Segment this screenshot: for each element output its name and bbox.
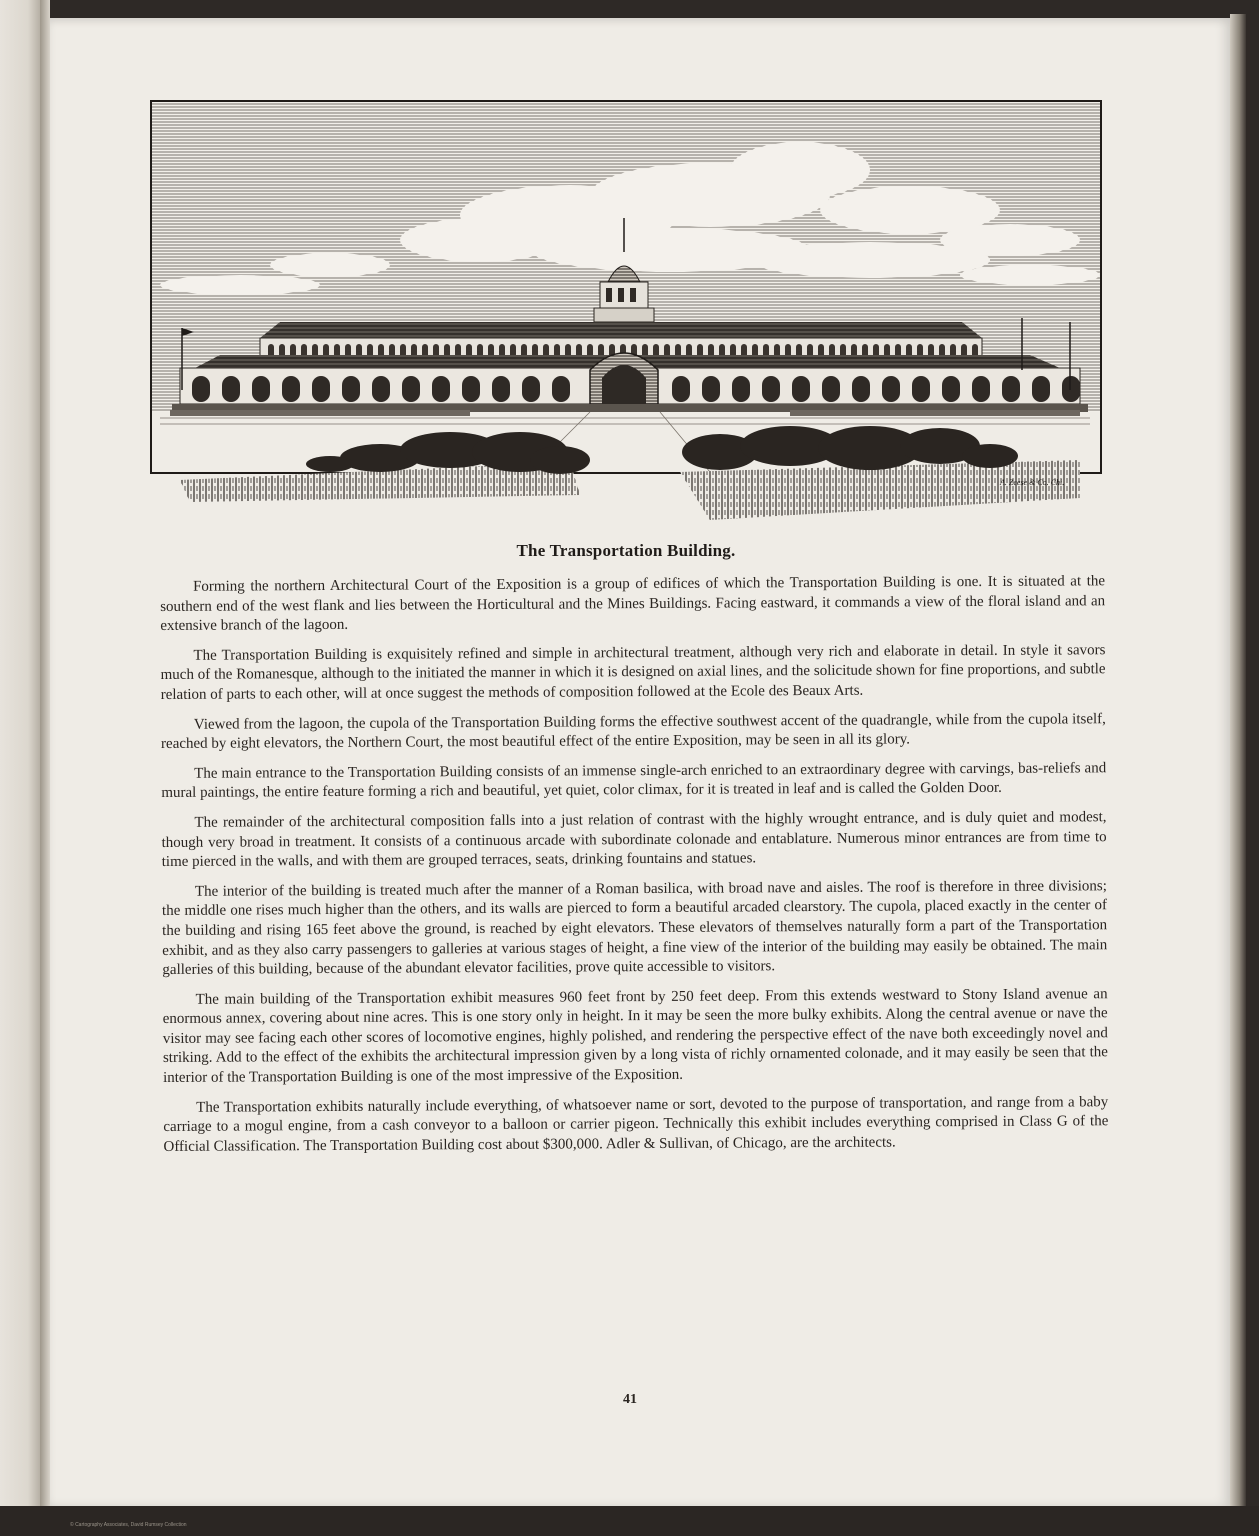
arcade-arch: [1002, 376, 1020, 402]
arcade-arch: [732, 376, 750, 402]
arcade-arch: [942, 376, 960, 402]
arcade-arch: [522, 376, 540, 402]
book-gutter: [40, 0, 50, 1510]
arcade-arch: [882, 376, 900, 402]
paragraph-2: The Transportation Building is exquisitely refined and simple in architectural treatment, although very rich and elaborate in detail. In style it savors much of the Romanesque, although to the initiated the manner in which it is designed on axial lines, and the solicitude shown for fine proportions, and subtle relation of parts to each other, will at once suggest the methods of composition followed at the Ecole des Beaux Arts.: [160, 642, 1106, 703]
page-number: 41: [623, 1392, 637, 1407]
paragraph-1: Forming the northern Architectural Court of the Exposition is a group of edifices of which the Transportation Building is one. It is situated at the southern end of the west flank and lies between the Horticultural and the Mines Buildings. Facing eastward, it commands a view of the floral island and an extensive branch of the lagoon.: [160, 573, 1106, 635]
arcade-arch: [372, 376, 390, 402]
section-title: The Transportation Building.: [516, 541, 736, 560]
arcade-arch: [672, 376, 690, 402]
arcade-arch: [222, 376, 240, 402]
collection-credit: © Cartography Associates, David Rumsey Collection: [70, 1522, 187, 1528]
article-body: [160, 572, 1109, 1167]
arcade-arch: [1062, 376, 1080, 402]
paragraph-8: The Transportation exhibits naturally include everything, of whatsoever name or sort, devoted to the purpose of transportation, and range from a baby carriage to a mogul engine, from a cash conveyor to a balloon or carrier pigeon. Technically this exhibit includes everything comprised in Class G of the Official Classification. The Transportation Building cost about $300,000. Adler & Sullivan, of Chicago, are the architects.: [163, 1093, 1109, 1155]
paragraph-4: The main entrance to the Transportation Building consists of an immense single-arch enriched to an extraordinary degree with carvings, bas-reliefs and mural paintings, the entire feature forming a rich and beautiful, yet quiet, color climax, for it is treated in leaf and is called the Golden Door.: [161, 759, 1107, 802]
arcade-arch: [852, 376, 870, 402]
page-stack-edge: [1230, 14, 1246, 1508]
arcade-arch: [762, 376, 780, 402]
arcade-arch: [552, 376, 570, 402]
arcade-arch: [312, 376, 330, 402]
engraver-signature: A. Zeese & Co. Chi.: [1000, 478, 1065, 487]
arcade-arch: [792, 376, 810, 402]
facing-page-edge: [0, 0, 42, 1510]
arcade-arch: [282, 376, 300, 402]
arcade-arch: [492, 376, 510, 402]
arcade-arch: [462, 376, 480, 402]
arcade-arch: [252, 376, 270, 402]
transportation-building-engraving: [150, 100, 1102, 540]
book-binding-bottom: [0, 1506, 1259, 1536]
arcade-arch: [432, 376, 450, 402]
arcade-arch: [972, 376, 990, 402]
arcade-arch: [912, 376, 930, 402]
paragraph-7: The main building of the Transportation exhibit measures 960 feet front by 250 feet deep. From this extends westward to Stony Island avenue an enormous annex, covering about nine acres. This is one story only in height. In it may be seen the more bulky exhibits. Along the central avenue or nave the visitor may see facing each other scores of locomotive engines, highly polished, and rendering the perspective effect of the nave both exceedingly novel and striking. Add to the effect of the exhibits the architectural impression given by a long vista of richly ornamented colonade, and it may easily be seen that the interior of the Transportation Building is one of the most impressive of the Exposition.: [162, 985, 1108, 1087]
arcade-arch: [1032, 376, 1050, 402]
arcade-arch: [342, 376, 360, 402]
arcade-arch: [822, 376, 840, 402]
arcade-arch: [192, 376, 210, 402]
paragraph-6: The interior of the building is treated much after the manner of a Roman basilica, with broad nave and aisles. The roof is therefore in three divisions; the middle one rises much higher than the others, and its walls are pierced to form a beautiful arcaded clearstory. The cupola, placed exactly in the center of the building and rising 165 feet above the ground, is reached by eight elevators. These elevators of themselves naturally form a part of the Transportation exhibit, and as they also carry passengers to galleries at various stages of height, a fine view of the interior of the building may easily be obtained. The main galleries of this building, because of the abundant elevator facilities, prove quite accessible to visitors.: [161, 877, 1108, 979]
arcade-arch: [702, 376, 720, 402]
arcade-arch: [402, 376, 420, 402]
paragraph-5: The remainder of the architectural composition falls into a just relation of contrast with the highly wrought entrance, and is duly quiet and modest, though very broad in treatment. It consists of a continuous arcade with subordinate colonade and entablature. Numerous minor entrances are from time to time pierced in the walls, and with them are grouped terraces, seats, drinking fountains and statues.: [161, 809, 1107, 871]
paragraph-3: Viewed from the lagoon, the cupola of the Transportation Building forms the effective southwest accent of the quadrangle, while from the cupola itself, reached by eight elevators, the Northern Court, the most beautiful effect of the entire Exposition, may be seen in all its glory.: [160, 710, 1106, 753]
